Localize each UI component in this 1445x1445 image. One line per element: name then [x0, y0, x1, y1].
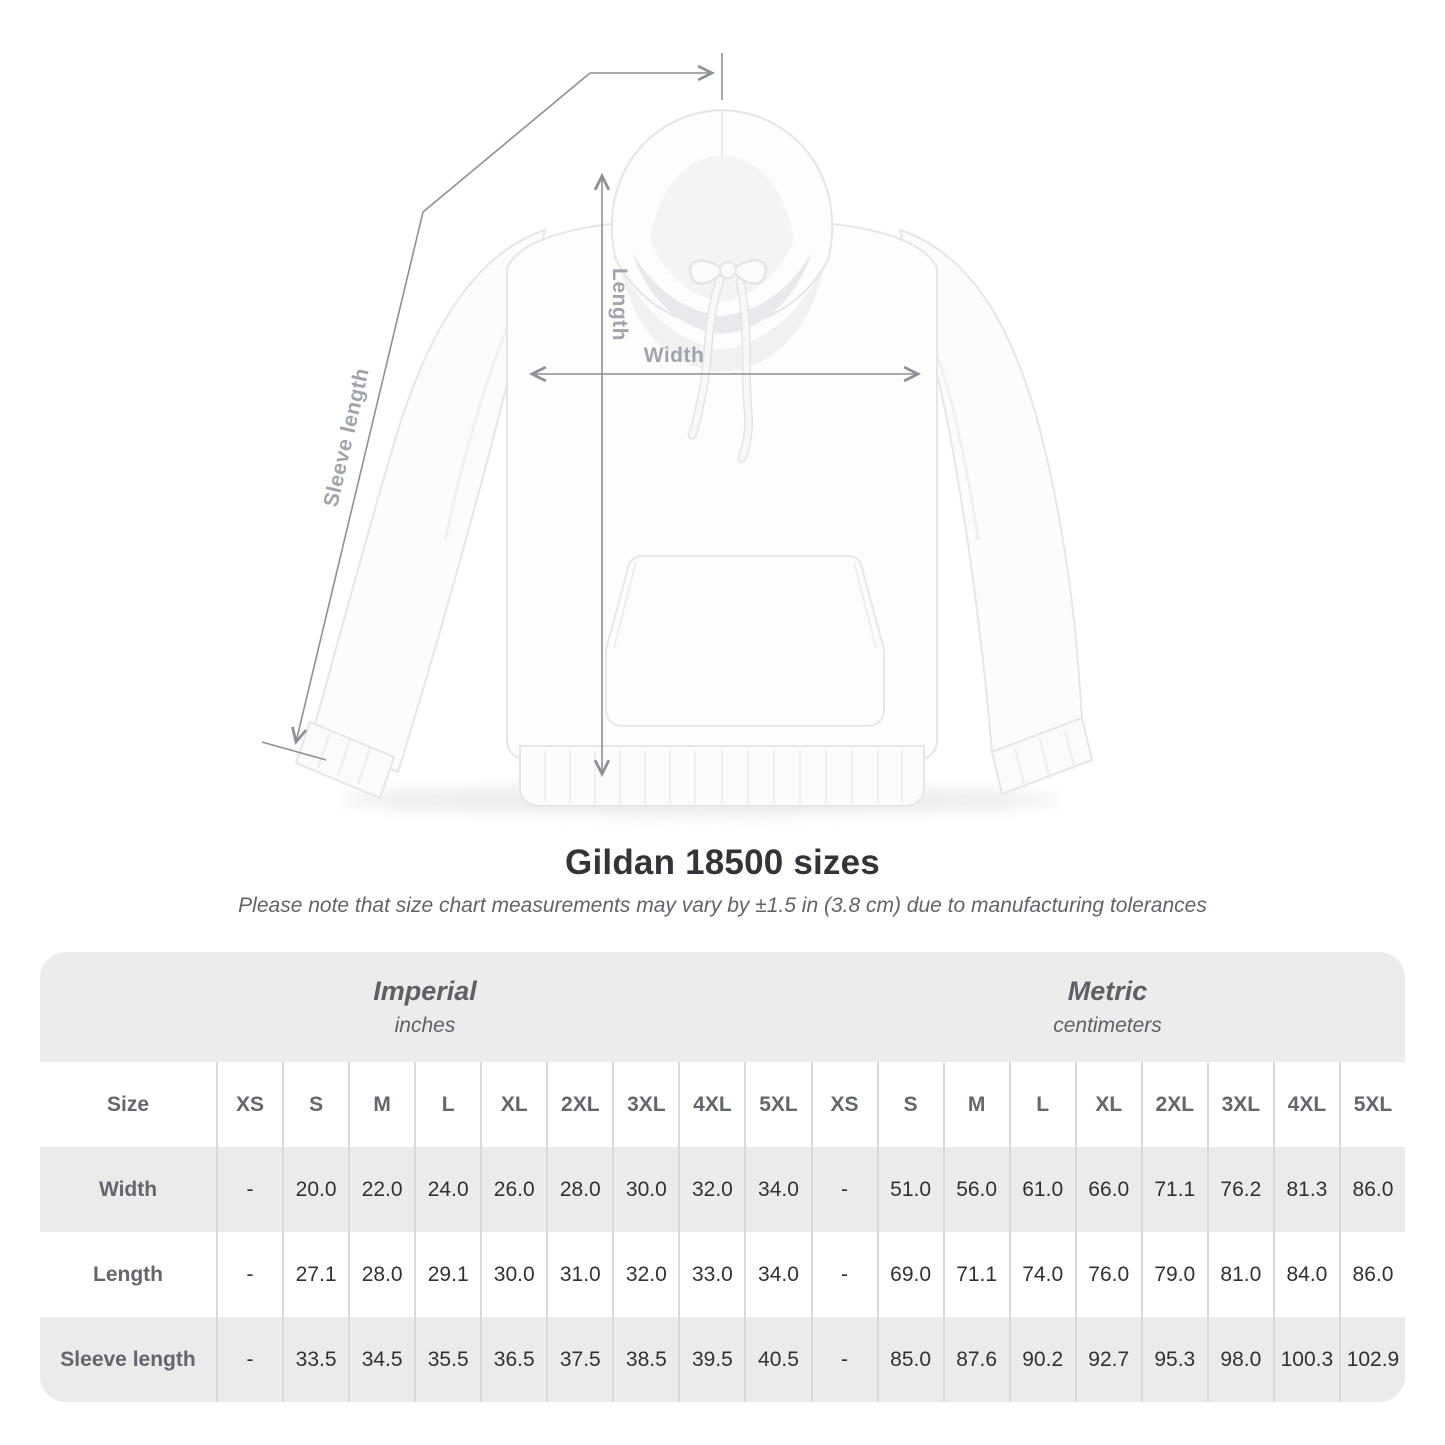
imperial-value: 31.0 [546, 1232, 612, 1317]
imperial-value: 28.0 [546, 1147, 612, 1232]
measurement-row [40, 1147, 1405, 1232]
metric-value: 71.1 [1141, 1147, 1207, 1232]
size-col-header: 4XL [1273, 1062, 1339, 1147]
imperial-value: 38.5 [612, 1317, 678, 1402]
hoodie-illustration [296, 110, 1092, 816]
width-label: Width [643, 344, 705, 367]
imperial-value: 32.0 [612, 1232, 678, 1317]
metric-value: 90.2 [1009, 1317, 1075, 1402]
metric-unit: centimeters [1053, 1014, 1162, 1037]
metric-value: - [811, 1147, 877, 1232]
size-header-row [40, 1062, 1405, 1147]
metric-value: 66.0 [1075, 1147, 1141, 1232]
imperial-value: 32.0 [678, 1147, 744, 1232]
size-col-header: XS [811, 1062, 877, 1147]
imperial-value: 37.5 [546, 1317, 612, 1402]
size-col-header: XS [216, 1062, 282, 1147]
size-col-header: 3XL [612, 1062, 678, 1147]
imperial-value: 20.0 [282, 1147, 348, 1232]
imperial-value: 36.5 [480, 1317, 546, 1402]
metric-value: 100.3 [1273, 1317, 1339, 1402]
metric-value: 69.0 [877, 1232, 943, 1317]
size-col-header: M [348, 1062, 414, 1147]
size-col-header: 2XL [1141, 1062, 1207, 1147]
imperial-value: 22.0 [348, 1147, 414, 1232]
metric-value: 85.0 [877, 1317, 943, 1402]
metric-value: 71.1 [943, 1232, 1009, 1317]
metric-value: 51.0 [877, 1147, 943, 1232]
imperial-value: 29.1 [414, 1232, 480, 1317]
measurement-row [40, 1317, 1405, 1402]
imperial-value: 34.0 [744, 1147, 810, 1232]
metric-value: - [811, 1232, 877, 1317]
metric-header [810, 952, 1405, 1062]
size-col-header: S [877, 1062, 943, 1147]
row-label: Length [93, 1262, 163, 1286]
size-col-header: M [943, 1062, 1009, 1147]
size-col-header: 4XL [678, 1062, 744, 1147]
metric-value: 95.3 [1141, 1317, 1207, 1402]
unit-header-row [40, 952, 1405, 1062]
size-col-header: L [414, 1062, 480, 1147]
row-label: Sleeve length [60, 1347, 196, 1371]
length-label: Length [608, 268, 631, 341]
imperial-value: 33.5 [282, 1317, 348, 1402]
metric-value: 56.0 [943, 1147, 1009, 1232]
imperial-value: - [216, 1147, 282, 1232]
measurement-row [40, 1232, 1405, 1317]
metric-value: 84.0 [1273, 1232, 1339, 1317]
metric-value: 98.0 [1207, 1317, 1273, 1402]
metric-title: Metric [1067, 976, 1148, 1006]
size-col-title: Size [106, 1092, 150, 1116]
imperial-value: - [216, 1232, 282, 1317]
imperial-value: 39.5 [678, 1317, 744, 1402]
size-table-rows [40, 1062, 1405, 1402]
size-col-header: L [1009, 1062, 1075, 1147]
metric-value: - [811, 1317, 877, 1402]
metric-value: 92.7 [1075, 1317, 1141, 1402]
metric-value: 86.0 [1339, 1232, 1405, 1317]
metric-value: 81.3 [1273, 1147, 1339, 1232]
imperial-value: 30.0 [612, 1147, 678, 1232]
imperial-unit: inches [394, 1014, 456, 1037]
hoodie-pocket [606, 556, 884, 726]
imperial-value: 34.5 [348, 1317, 414, 1402]
metric-value: 76.0 [1075, 1232, 1141, 1317]
metric-value: 61.0 [1009, 1147, 1075, 1232]
metric-value: 102.9 [1339, 1317, 1405, 1402]
size-col-header: XL [480, 1062, 546, 1147]
size-table [40, 952, 1405, 1402]
size-col-header: S [282, 1062, 348, 1147]
metric-value: 87.6 [943, 1317, 1009, 1402]
imperial-value: 26.0 [480, 1147, 546, 1232]
sleeve-length-label: Sleeve length [319, 365, 374, 510]
size-col-header: 2XL [546, 1062, 612, 1147]
imperial-value: 30.0 [480, 1232, 546, 1317]
metric-value: 74.0 [1009, 1232, 1075, 1317]
metric-value: 81.0 [1207, 1232, 1273, 1317]
imperial-value: 33.0 [678, 1232, 744, 1317]
imperial-value: 34.0 [744, 1232, 810, 1317]
size-col-header: 5XL [744, 1062, 810, 1147]
size-col-header: 3XL [1207, 1062, 1273, 1147]
tolerance-note: Please note that size chart measurements may vary by ±1.5 in (3.8 cm) due to manufacturing tolerances [238, 894, 1207, 917]
imperial-value: 24.0 [414, 1147, 480, 1232]
metric-value: 76.2 [1207, 1147, 1273, 1232]
imperial-header [40, 952, 810, 1062]
page-title: Gildan 18500 sizes [565, 843, 880, 882]
row-label: Width [98, 1177, 158, 1201]
imperial-value: - [216, 1317, 282, 1402]
size-col-header: 5XL [1339, 1062, 1405, 1147]
imperial-value: 28.0 [348, 1232, 414, 1317]
metric-value: 86.0 [1339, 1147, 1405, 1232]
size-col-header: XL [1075, 1062, 1141, 1147]
imperial-title: Imperial [373, 976, 477, 1006]
imperial-value: 35.5 [414, 1317, 480, 1402]
imperial-value: 40.5 [744, 1317, 810, 1402]
imperial-value: 27.1 [282, 1232, 348, 1317]
metric-value: 79.0 [1141, 1232, 1207, 1317]
